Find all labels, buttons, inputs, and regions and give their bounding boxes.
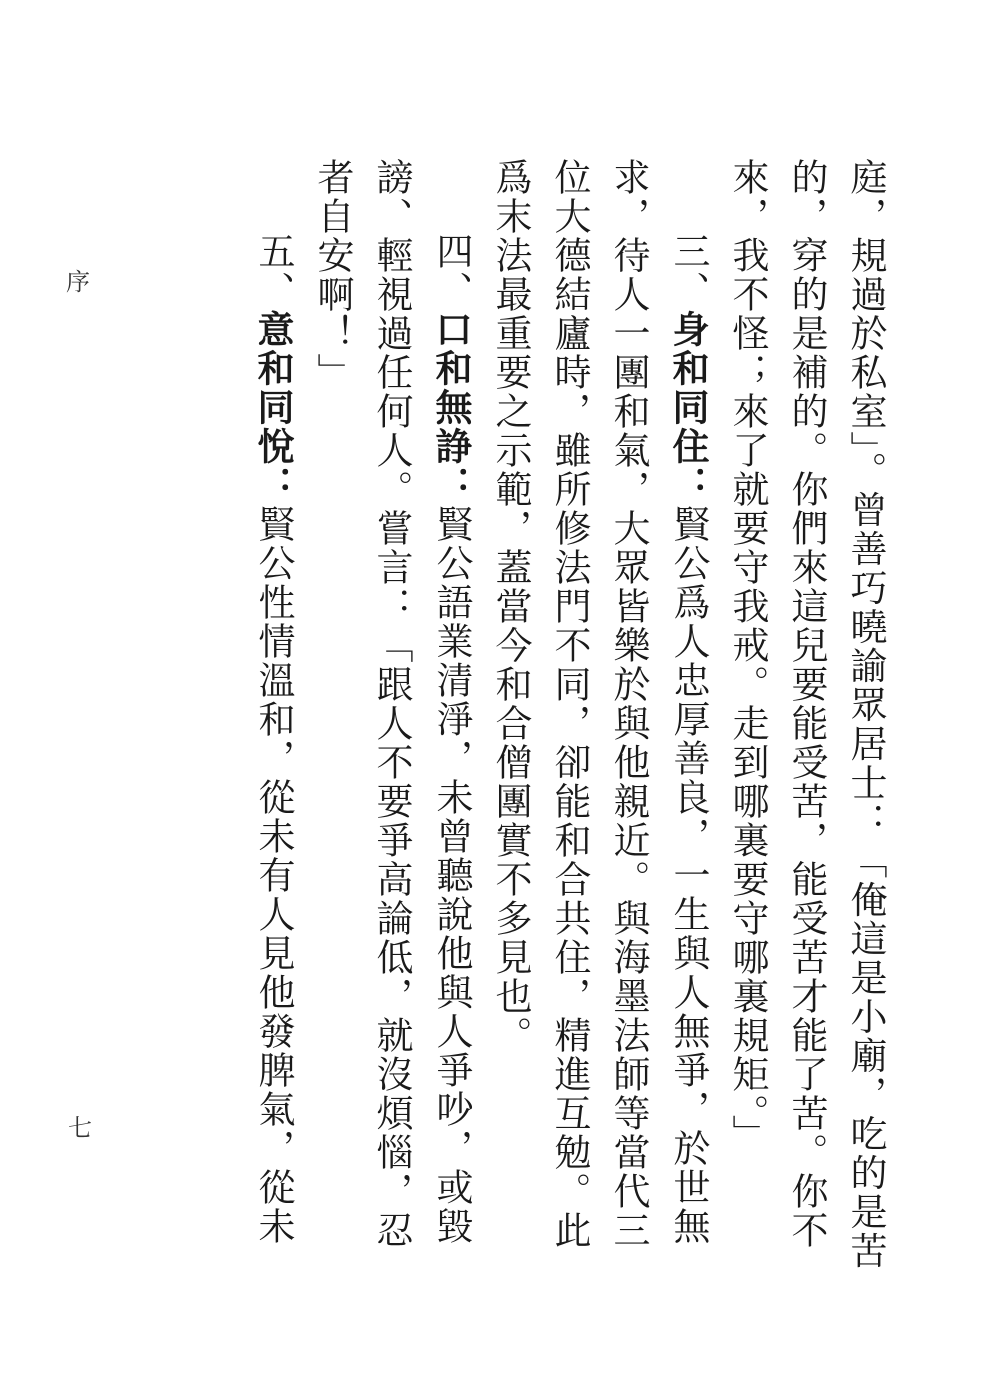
paragraph-4	[243, 158, 303, 1288]
paragraph-text: 庭，規過於私室」。曾善巧曉諭眾居士：「俺這是小廟，吃的是苦的，穿的是補的。你們來這兒要能受苦，能受苦才能了苦。你不來，我不怪；來了就要守我戒。走到哪裏要守哪裏規矩。」	[726, 158, 887, 1271]
paragraph-heading: 身和同住	[666, 310, 710, 466]
paragraph-number: 五、	[252, 232, 295, 310]
paragraph-number: 三、	[667, 232, 710, 310]
paragraph-number: 四、	[430, 232, 473, 310]
paragraph-2	[481, 158, 718, 1288]
paragraph-colon: ：	[429, 466, 473, 505]
page-number: 七	[68, 1114, 92, 1142]
paragraph-heading: 口和無諍	[429, 310, 473, 466]
paragraph-3	[303, 158, 481, 1288]
paragraph-colon: ：	[251, 466, 295, 505]
paragraph-heading: 意和同悅	[251, 310, 295, 466]
paragraph-body: 賢公性情溫和，從未有人見他發脾氣，從未	[252, 505, 295, 1246]
vertical-text-body	[115, 158, 895, 1288]
paragraph-body: 賢公語業清淨，未曾聽說他與人爭吵，或毀謗、輕視過任何人。嘗言：「跟人不要爭高論低，就沒煩惱，忍者自安啊！」	[311, 158, 473, 1250]
section-marker: 序	[66, 268, 90, 296]
paragraph-1	[718, 158, 895, 1288]
paragraph-body: 賢公爲人忠厚善良，一生與人無爭，於世無求，待人一團和氣，大眾皆樂於與他親近。與海墨法師等當代三位大德結廬時，雖所修法門不同，卻能和合共住，精進互勉。此爲末法最重要之示範，蓋當今和合僧團實不多見也。	[489, 158, 710, 1250]
paragraph-colon: ：	[666, 466, 710, 505]
